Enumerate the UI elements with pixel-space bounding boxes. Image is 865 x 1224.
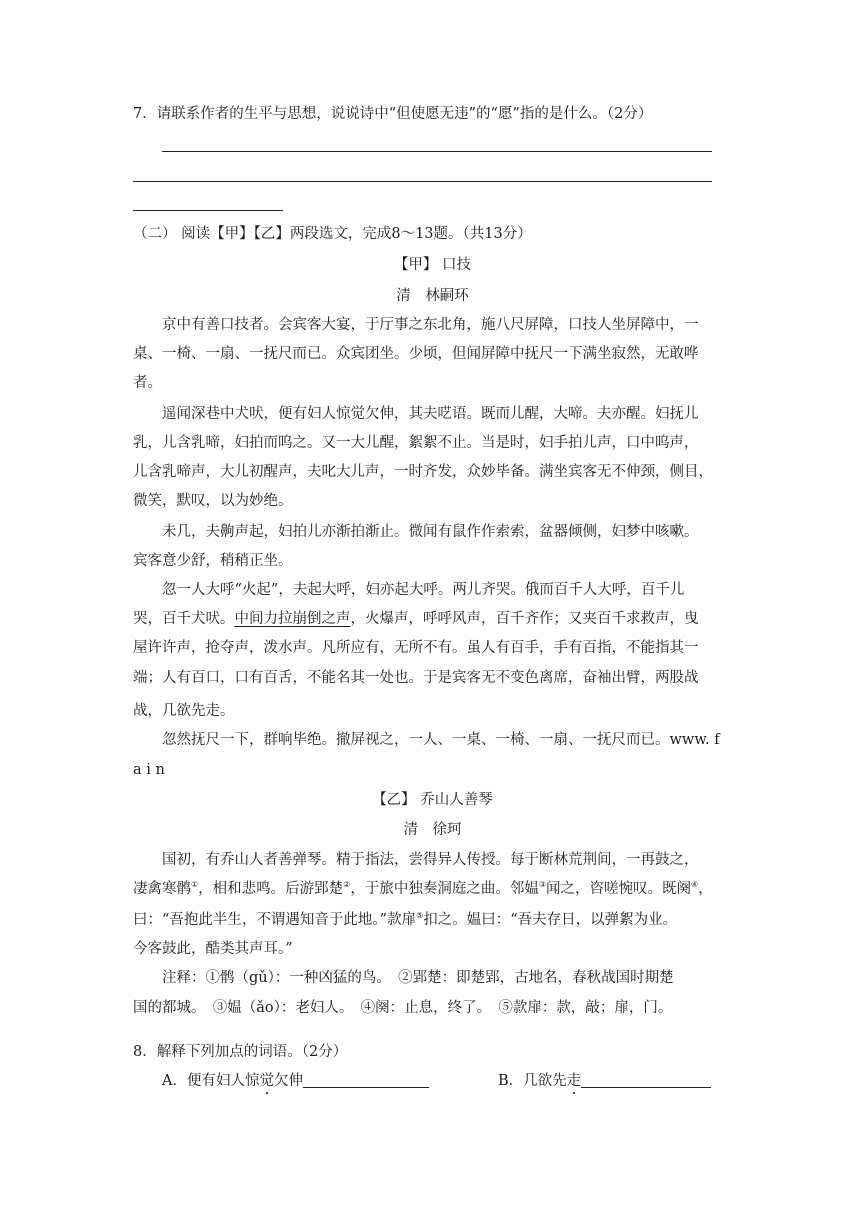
dotted-word: 觉 <box>259 1073 274 1089</box>
passage-a-line: 哭，百千犬吠。中间力拉崩倒之声，火爆声，呼呼风声，百千齐作；又夹百千求救声，曳 <box>133 611 699 627</box>
passage-a-line: 端；人有百口，口有百舌，不能名其一处也。于是宾客无不变色离席，奋袖出臂，两股战 <box>133 670 699 686</box>
answer-blank-b[interactable] <box>581 1072 711 1088</box>
passage-b-line: 凄禽寒鹘①，相和悲鸣。后游郢楚②，于旅中独奏洞庭之曲。邻媪③闻之，咨嗟惋叹。既阕④， <box>133 880 713 897</box>
footnote-mark: ② <box>343 880 351 889</box>
dotted-word: 走 <box>566 1073 582 1089</box>
passage-a-line: 京中有善口技者。会宾客大宴，于厅事之东北角，施八尺屏障，口技人坐屏障中，一 <box>162 317 699 333</box>
passage-a-line: 宾客意少舒，稍稍正坐。 <box>133 553 293 569</box>
notes-line: 国的都城。 ③媪（ǎo）：老妇人。 ④阕：止息，终了。 ⑤款扉：款，敲；扉，门。 <box>133 1000 673 1016</box>
answer-line-2 <box>133 181 712 182</box>
passage-a-line: 忽一人大呼“火起”，夫起大呼，妇亦起大呼。两儿齐哭。俄而百千人大呼，百千儿 <box>162 582 685 598</box>
question-8-item-b: B．几欲先走 <box>498 1071 711 1091</box>
passage-b-title: 【乙】 乔山人善琴 <box>372 792 493 808</box>
passage-a-line: 屋许许声，抢夺声，泼水声。凡所应有，无所不有。虽人有百手，手有百指，不能指其一 <box>133 640 699 656</box>
underlined-phrase: 中间力拉崩倒之声 <box>234 611 351 627</box>
footnote-mark: ③ <box>538 880 547 889</box>
passage-a-line: 桌、一椅、一扇、一抚尺而已。众宾团坐。少顷，但闻屏障中抚尺一下满坐寂然，无敢哗 <box>133 346 699 362</box>
passage-a-line: 者。 <box>133 375 162 391</box>
passage-b-author: 清 徐珂 <box>403 822 462 838</box>
passage-a-line: 儿含乳啼声，大儿初醒声，夫叱大儿声，一时齐发，众妙毕备。满坐宾客无不伸颈，侧目， <box>133 464 713 480</box>
passage-a-line: 未几，夫齁声起，妇拍儿亦渐拍渐止。微闻有鼠作作索索，盆器倾侧，妇梦中咳嗽。 <box>162 524 699 540</box>
passage-b-line: 国初，有乔山人者善弹琴。精于指法，尝得异人传授。每于断林荒荆间，一再鼓之， <box>162 852 699 868</box>
question-8: 8．解释下列加点的词语。（2分） <box>133 1044 348 1060</box>
footnote-mark: ① <box>191 880 199 889</box>
passage-a-line: 战，几欲先走。 <box>133 703 235 719</box>
passage-a-line: 忽然抚尺一下，群响毕绝。撤屏视之，一人、一桌、一椅、一扇、一抚尺而已。www. f <box>162 732 720 748</box>
passage-a-line: 微笑，默叹，以为妙绝。 <box>133 493 293 509</box>
answer-line-3 <box>133 210 283 211</box>
section-2-intro: （二） 阅读【甲】【乙】两段选文，完成8～13题。（共13分） <box>133 226 532 242</box>
passage-b-line: 曰：“吾抱此半生，不谓遇知音于此地。”款扉⑤扣之。媪曰：“吾夫存日，以弹絮为业。 <box>133 911 678 928</box>
passage-a-line: 乳，儿含乳啼，妇拍而呜之。又一大儿醒，絮絮不止。当是时，妇手拍儿声，口中呜声， <box>133 435 699 451</box>
notes-line: 注释：①鹘（gǔ）：一种凶猛的鸟。 ②郢楚：即楚郢，古地名，春秋战国时期楚 <box>162 970 674 986</box>
passage-a-title: 【甲】 口技 <box>393 257 472 273</box>
footnote-mark: ④ <box>691 880 699 889</box>
footnote-mark: ⑤ <box>416 911 424 920</box>
passage-a-line: a i n <box>133 762 165 778</box>
question-7: 7．请联系作者的生平与思想，说说诗中“但使愿无违”的“愿”指的是什么。（2分） <box>133 106 653 122</box>
passage-a-author: 清 林嗣环 <box>396 288 469 304</box>
answer-blank-a[interactable] <box>303 1072 429 1088</box>
passage-b-line: 今客鼓此，酷类其声耳。” <box>133 941 293 957</box>
answer-line-1 <box>162 151 712 152</box>
question-8-item-a: A．便有妇人惊觉欠伸 <box>162 1071 429 1091</box>
passage-a-line: 遥闻深巷中犬吠，便有妇人惊觉欠伸，其夫呓语。既而儿醒，大啼。夫亦醒。妇抚儿 <box>162 406 699 422</box>
